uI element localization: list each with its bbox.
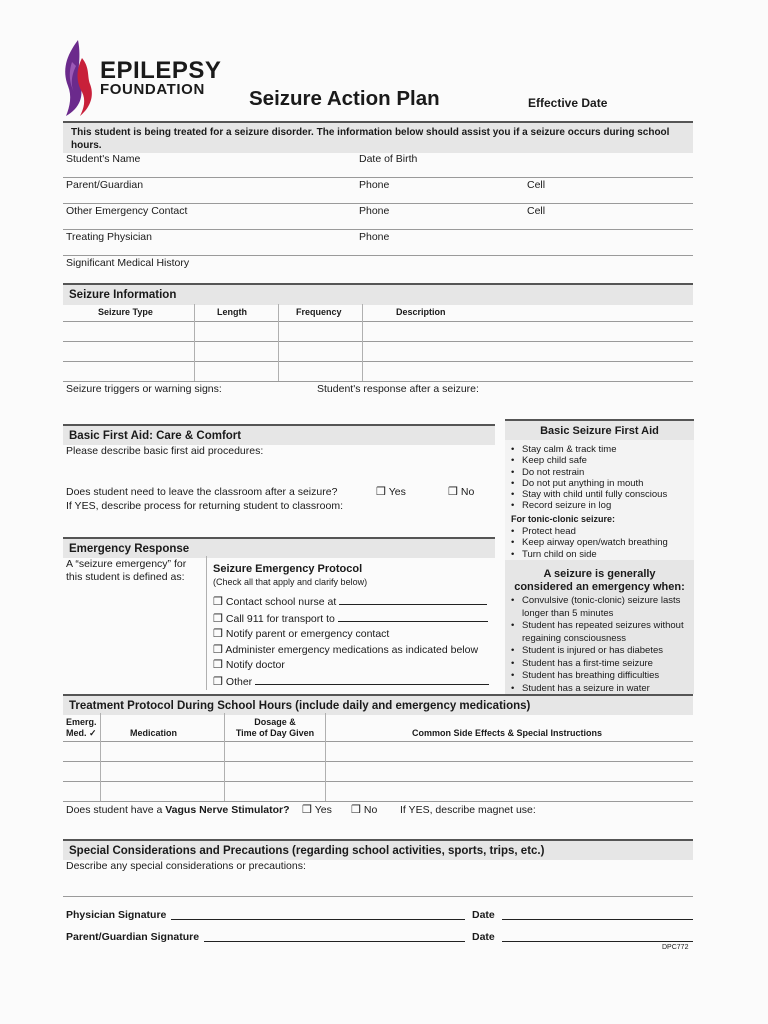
protocol-note: (Check all that apply and clarify below) — [213, 577, 368, 587]
checkbox-icon: ❒ — [213, 643, 223, 656]
list-item: • Student has repeated seizures without regaining consciousness — [508, 620, 692, 645]
col-line: Dosage & — [254, 717, 296, 727]
checkbox-icon: ❒ — [213, 612, 223, 625]
special-header — [63, 839, 693, 860]
other-contact-label: Other Emergency Contact — [66, 205, 188, 217]
emergency-response-heading: Emergency Response — [69, 543, 190, 555]
parent-phone-label: Phone — [359, 179, 390, 191]
nurse-input-line[interactable] — [339, 594, 487, 605]
table-row — [63, 341, 693, 342]
seizure-info-heading: Seizure Information — [69, 289, 177, 301]
defined-line: this student is defined as: — [66, 570, 185, 583]
col-frequency: Frequency — [296, 307, 342, 317]
table-row — [63, 761, 693, 762]
parent-label: Parent/Guardian — [66, 179, 144, 191]
protocol-label: Notify doctor — [225, 659, 285, 672]
col-line: Time of Day Given — [235, 728, 315, 738]
checkbox-icon: ❒ — [448, 486, 458, 498]
treatment-header — [63, 694, 693, 715]
parent-signature-label: Parent/Guardian Signature — [66, 931, 200, 943]
return-process-label: If YES, describe process for returning student to classroom: — [66, 500, 344, 512]
flame-logo-icon — [60, 38, 96, 118]
col-emergency-med — [66, 717, 97, 739]
protocol-item-other[interactable] — [213, 674, 489, 691]
column-divider — [194, 304, 195, 381]
emergency-box-heading — [505, 568, 694, 593]
col-line: Emerg. — [66, 717, 97, 727]
divider — [63, 177, 693, 178]
defined-line: A “seizure emergency” for — [66, 558, 187, 570]
first-aid-list — [508, 444, 692, 512]
list-item: • Protect head — [508, 526, 692, 537]
list-item: • Turn child on side — [508, 549, 692, 560]
checkbox-icon: ❒ — [213, 675, 223, 688]
special-describe-label: Describe any special considerations or precautions: — [66, 860, 306, 872]
protocol-label: Call 911 for transport to — [225, 612, 335, 625]
parent-cell-label: Cell — [527, 179, 546, 191]
column-divider — [325, 713, 326, 801]
first-aid-box-heading: Basic Seizure First Aid — [540, 425, 659, 437]
emergency-response-header — [63, 537, 495, 558]
treatment-heading: Treatment Protocol During School Hours (include daily and emergency medications) — [69, 700, 531, 712]
list-item: • Do not restrain — [508, 467, 692, 478]
divider — [63, 229, 693, 230]
page-title: Seizure Action Plan — [249, 87, 440, 110]
list-item: • Student has breathing difficulties — [508, 670, 692, 683]
col-line: Med. ✓ — [66, 728, 97, 738]
no-label: No — [460, 486, 475, 498]
physician-date-label: Date — [472, 909, 495, 921]
checkbox-icon: ❒ — [213, 628, 223, 641]
list-item: • Convulsive (tonic-clonic) seizure lasts longer than 5 minutes — [508, 595, 692, 620]
col-length: Length — [217, 307, 247, 317]
describe-first-aid-label: Please describe basic first aid procedures: — [66, 445, 264, 457]
vns-question — [66, 804, 290, 816]
magnet-use-label: If YES, describe magnet use: — [400, 804, 536, 816]
divider — [63, 203, 693, 204]
col-description: Description — [396, 307, 446, 317]
tonic-clonic-list — [508, 526, 692, 560]
col-side-effects: Common Side Effects & Special Instructions — [412, 728, 603, 738]
list-item: • Student has a seizure in water — [508, 683, 692, 696]
first-aid-list-area — [505, 440, 694, 560]
leave-no-checkbox[interactable] — [448, 485, 474, 498]
no-label: No — [363, 804, 378, 816]
protocol-item-nurse[interactable] — [213, 594, 489, 611]
yes-label: Yes — [388, 486, 406, 498]
physician-date-line[interactable] — [502, 919, 693, 920]
emergency-heading-line: A seizure is generally — [543, 568, 656, 580]
column-divider — [206, 556, 207, 690]
list-item: • Student has a first-time seizure — [508, 658, 692, 671]
physician-phone-label: Phone — [359, 231, 390, 243]
org-subname: FOUNDATION — [100, 81, 205, 98]
physician-label: Treating Physician — [66, 231, 152, 243]
column-divider — [224, 713, 225, 801]
emergency-heading-line: considered an emergency when: — [514, 580, 685, 593]
emergency-defined-label — [66, 558, 186, 583]
triggers-label: Seizure triggers or warning signs: — [66, 383, 222, 395]
emergency-list — [508, 595, 692, 695]
parent-date-label: Date — [472, 931, 495, 943]
physician-signature-label: Physician Signature — [66, 909, 167, 921]
basic-first-aid-heading: Basic First Aid: Care & Comfort — [69, 430, 242, 442]
special-heading: Special Considerations and Precautions (regarding school activities, sports, trips, etc.) — [69, 845, 545, 857]
protocol-heading: Seizure Emergency Protocol — [213, 563, 363, 575]
checkbox-icon: ❒ — [213, 596, 223, 608]
list-item: • Stay with child until fully conscious — [508, 489, 692, 500]
col-seizure-type: Seizure Type — [98, 307, 153, 317]
protocol-list — [213, 594, 489, 691]
other-phone-label: Phone — [359, 205, 390, 217]
col-medication: Medication — [130, 728, 178, 738]
protocol-label: Administer emergency medications as indicated below — [225, 643, 479, 656]
transport-input-line[interactable] — [338, 611, 488, 622]
checkbox-icon: ❒ — [302, 804, 312, 816]
list-item: • Student is injured or has diabetes — [508, 645, 692, 658]
column-divider — [278, 304, 279, 381]
list-item: • Record seizure in log — [508, 500, 692, 511]
student-name-label: Student's Name — [66, 153, 141, 165]
tonic-clonic-heading: For tonic-clonic seizure: — [511, 514, 616, 524]
intro-banner — [63, 121, 693, 153]
list-item: • Do not put anything in mouth — [508, 478, 692, 489]
protocol-label: Notify parent or emergency contact — [225, 628, 390, 641]
effective-date-label: Effective Date — [528, 96, 608, 110]
checkbox-icon: ❒ — [213, 659, 223, 672]
divider — [63, 255, 693, 256]
protocol-label: Other — [225, 675, 253, 688]
column-divider — [362, 304, 363, 381]
seizure-info-header — [63, 283, 693, 305]
vns-prefix: Does student have a — [66, 804, 166, 816]
dob-label: Date of Birth — [359, 153, 418, 165]
yes-label: Yes — [314, 804, 332, 816]
parent-date-line[interactable] — [502, 941, 693, 942]
protocol-item-911[interactable] — [213, 611, 489, 628]
form-code: DPC772 — [662, 944, 689, 951]
list-item: • Keep airway open/watch breathing — [508, 537, 692, 548]
checkbox-icon: ❒ — [376, 486, 386, 498]
intro-text: This student is being treated for a seizure disorder. The information below should assist you if a seizure occurs during school hours. — [71, 127, 670, 151]
protocol-item-notify-parent[interactable] — [213, 627, 489, 643]
first-aid-box — [505, 419, 694, 694]
table-row — [63, 781, 693, 782]
parent-signature-line[interactable] — [204, 941, 465, 942]
column-divider — [100, 713, 101, 801]
response-after-label: Student's response after a seizure: — [317, 383, 479, 395]
leave-yes-checkbox[interactable] — [376, 485, 406, 498]
table-row — [63, 361, 693, 362]
basic-first-aid-header — [63, 424, 495, 445]
list-item: • Stay calm & track time — [508, 444, 692, 455]
table-row — [63, 381, 693, 382]
other-cell-label: Cell — [527, 205, 546, 217]
col-dosage — [226, 717, 324, 739]
leave-classroom-question: Does student need to leave the classroom after a seizure? — [66, 486, 338, 498]
org-name: EPILEPSY — [100, 57, 222, 84]
divider — [63, 896, 693, 897]
vns-yes-checkbox[interactable] — [302, 803, 332, 816]
table-row — [63, 321, 693, 322]
checkbox-icon: ❒ — [351, 804, 361, 816]
protocol-item-medications[interactable] — [213, 643, 489, 659]
other-input-line[interactable] — [255, 674, 489, 685]
vns-no-checkbox[interactable] — [351, 803, 377, 816]
table-row — [63, 801, 693, 802]
table-row — [63, 741, 693, 742]
protocol-label: Contact school nurse at — [225, 596, 337, 608]
physician-signature-line[interactable] — [171, 919, 465, 920]
vns-bold: Vagus Nerve Stimulator? — [165, 804, 290, 816]
protocol-item-notify-doctor[interactable] — [213, 658, 489, 674]
list-item: • Keep child safe — [508, 455, 692, 466]
medical-history-label: Significant Medical History — [66, 257, 190, 269]
